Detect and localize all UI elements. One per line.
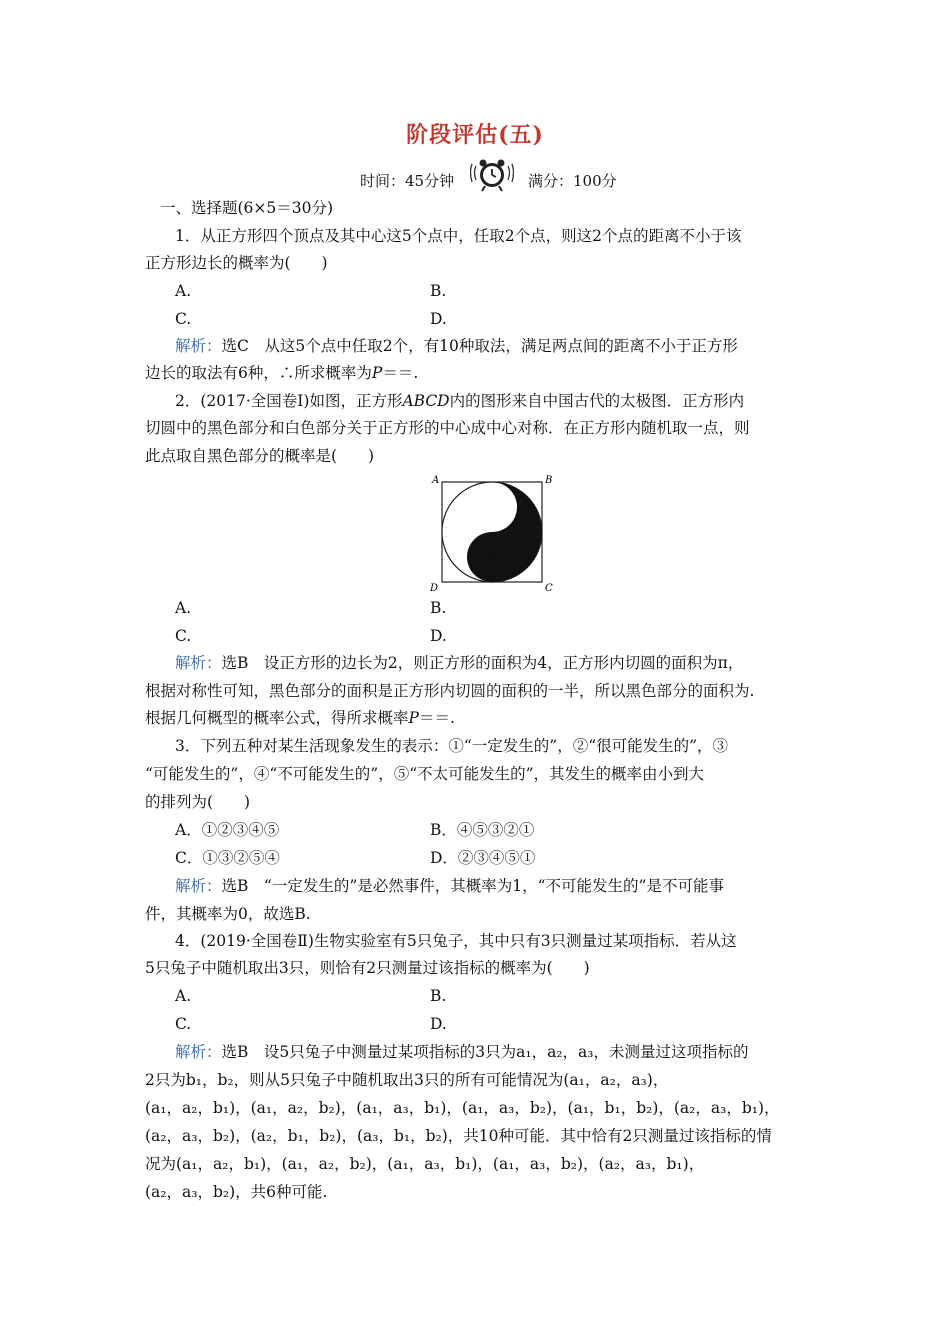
q3-stem-line2: “可能发生的”，④“不可能发生的”，⑤“不太可能发生的”，其发生的概率由小到大 <box>145 765 705 783</box>
q1-option-b: B. <box>430 282 447 300</box>
q2-stem-line3: 此点取自黑色部分的概率是( ) <box>145 447 375 465</box>
q4-option-b: B. <box>430 987 447 1005</box>
solution-label: 解析： <box>175 1043 222 1061</box>
q1-option-a: A. <box>175 282 192 300</box>
solution-label: 解析： <box>175 337 222 355</box>
q4-option-c: C. <box>175 1015 192 1033</box>
q1-stem-line2: 正方形边长的概率为( ) <box>145 254 328 272</box>
alarm-clock-icon <box>470 156 514 194</box>
time-score-line <box>0 156 950 194</box>
q3-stem-line3: 的排列为( ) <box>145 793 251 811</box>
vertex-label-d: D <box>430 583 439 594</box>
q4-option-d: D. <box>430 1015 447 1033</box>
vertex-label-c: C <box>545 583 553 594</box>
q3-solution-line2: 件，其概率为0，故选B. <box>145 905 311 923</box>
q3-option-d: D．②③④⑤① <box>430 849 536 867</box>
q1-option-c: C. <box>175 310 192 328</box>
q4-stem-line1: 4．(2019·全国卷Ⅱ)生物实验室有5只兔子，其中只有3只测量过某项指标．若从这 <box>175 932 737 950</box>
taiji-figure <box>428 472 560 596</box>
q4-solution-line2: 2只为b₁，b₂，则从5只兔子中随机取出3只的所有可能情况为(a₁，a₂，a₃)， <box>145 1071 669 1089</box>
solution-label: 解析： <box>175 877 222 895</box>
vertex-label-b: B <box>545 475 553 486</box>
section-heading: 一、选择题(6×5＝30分) <box>160 199 334 217</box>
q2-option-d: D. <box>430 627 447 645</box>
full-score: 满分：100分 <box>528 172 617 190</box>
q2-option-b: B. <box>430 599 447 617</box>
q3-solution-line1: 解析：选B “一定发生的”是必然事件，其概率为1，“不可能发生的”是不可能事 <box>175 877 724 895</box>
q4-solution-line6: (a₂，a₃，b₂)，共6种可能. <box>145 1183 328 1201</box>
q1-option-d: D. <box>430 310 447 328</box>
q4-solution-line5: 况为(a₁，a₂，b₁)，(a₁，a₂，b₂)，(a₁，a₃，b₁)，(a₁，a₃，b₂)，(a₂，a₃，b₁)， <box>145 1155 705 1173</box>
page-title: 阶段评估(五) <box>406 122 544 148</box>
q3-option-c: C．①③②⑤④ <box>175 849 280 867</box>
q2-stem-line2: 切圆中的黑色部分和白色部分关于正方形的中心成中心对称．在正方形内随机取一点，则 <box>145 419 750 437</box>
solution-label: 解析： <box>175 654 222 672</box>
black-dot <box>488 553 496 561</box>
q1-solution-line2: 边长的取法有6种，∴所求概率为P＝＝. <box>145 364 419 382</box>
q4-stem-line2: 5只兔子中随机取出3只，则恰有2只测量过该指标的概率为( ) <box>145 959 590 977</box>
q1-solution-line1: 解析：选C 从这5个点中任取2个，有10种取法，满足两点间的距离不小于正方形 <box>175 337 738 355</box>
vertex-label-a: A <box>432 475 440 486</box>
q2-solution-line1: 解析：选B 设正方形的边长为2，则正方形的面积为4，正方形内切圆的面积为π， <box>175 654 744 672</box>
q4-solution-line3: (a₁，a₂，b₁)，(a₁，a₂，b₂)，(a₁，a₃，b₁)，(a₁，a₃，b₂)，(a₁，b₁，b₂)，(a₂，a₃，b₁)， <box>145 1099 780 1117</box>
q4-solution-line1: 解析：选B 设5只兔子中测量过某项指标的3只为a₁，a₂，a₃，未测量过这项指标的 <box>175 1043 749 1061</box>
q2-option-c: C. <box>175 627 192 645</box>
q1-stem-line1: 1．从正方形四个顶点及其中心这5个点中，任取2个点，则这2个点的距离不小于该 <box>175 227 742 245</box>
q3-option-b: B．④⑤③②① <box>430 821 535 839</box>
time-limit: 时间：45分钟 <box>360 172 455 190</box>
q2-solution-line2: 根据对称性可知，黑色部分的面积是正方形内切圆的面积的一半，所以黑色部分的面积为. <box>145 682 755 700</box>
q2-option-a: A. <box>175 599 192 617</box>
white-dot <box>488 503 496 511</box>
q2-stem-line1: 2．(2017·全国卷Ⅰ)如图，正方形ABCD内的图形来自中国古代的太极图．正方形内 <box>175 392 745 410</box>
q4-solution-line4: (a₂，a₃，b₂)，(a₂，b₁，b₂)，(a₃，b₁，b₂)，共10种可能．其中恰有2只测量过该指标的情 <box>145 1127 772 1145</box>
q3-option-a: A．①②③④⑤ <box>175 821 280 839</box>
q2-solution-line3: 根据几何概型的概率公式，得所求概率P＝＝. <box>145 709 455 727</box>
q3-stem-line1: 3．下列五种对某生活现象发生的表示：①“一定发生的”，②“很可能发生的”，③ <box>175 737 729 755</box>
q4-option-a: A. <box>175 987 192 1005</box>
